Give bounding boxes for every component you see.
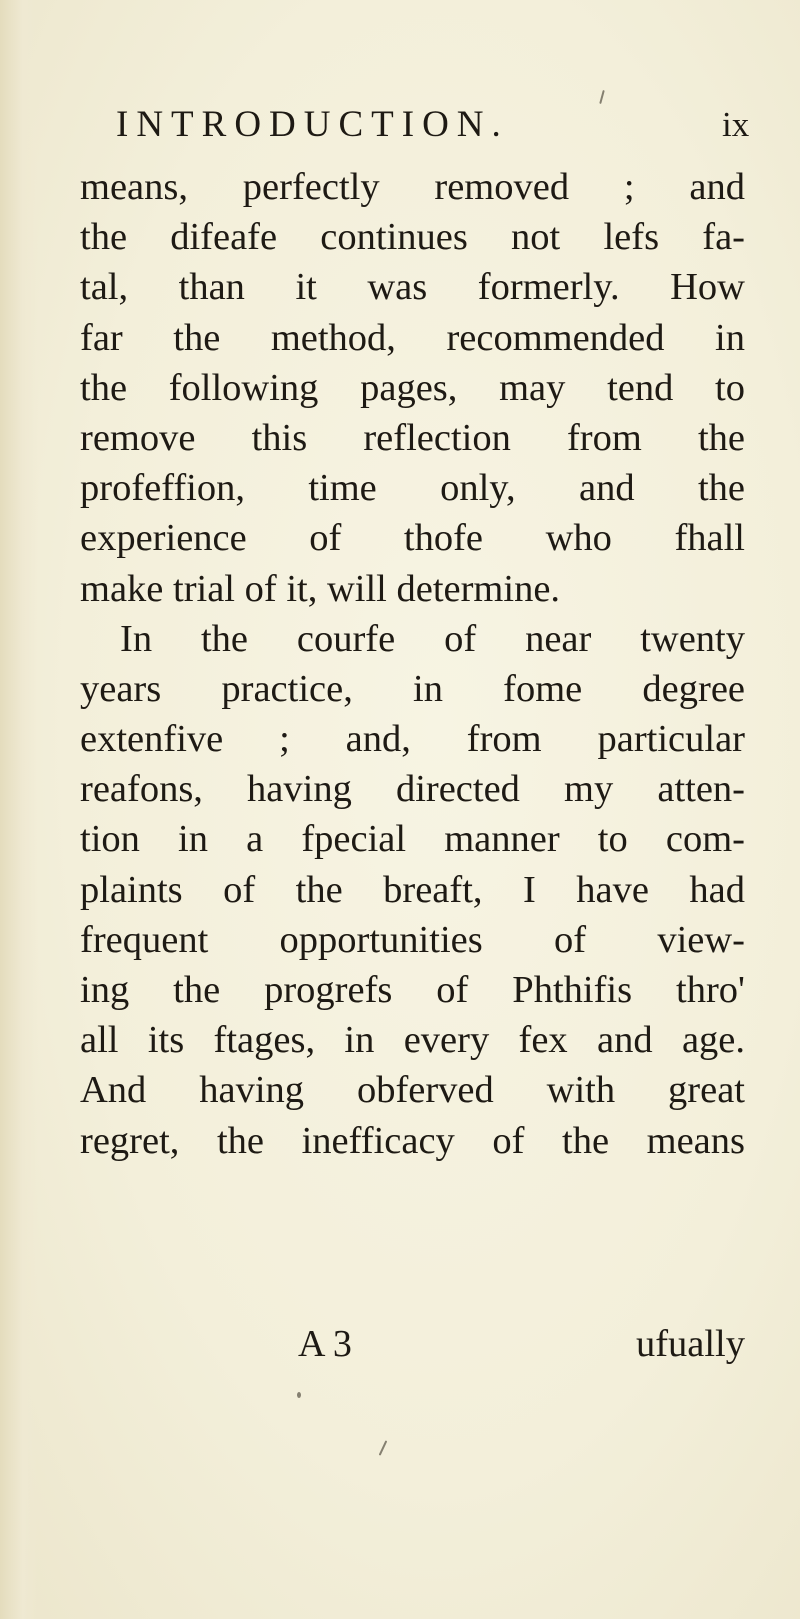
text-line: make trial of it, will determine. [80,567,561,610]
text-line: the following pages, may tend to [80,366,745,409]
paragraph-start-line: In the courfe of near twenty [120,617,745,660]
text-line: tion in a fpecial manner to com- [80,818,745,861]
text-line: far the method, recommended in [80,316,745,359]
text-line: regret, the inefficacy of the means [80,1119,745,1162]
running-head [0,95,800,155]
signature-mark: A 3 [298,1323,352,1365]
text-line: all its ftages, in every fex and age. [80,1019,745,1062]
page-number: ix [722,105,750,144]
page-footer [80,1318,745,1370]
text-line: means, perfectly removed ; and [80,166,745,208]
text-line: the difeafe continues not lefs fa- [80,216,745,259]
text-line: experience of thofe who fhall [80,517,745,560]
body-text [80,162,745,1166]
text-line: And having obferved with great [80,1069,745,1112]
page-gutter-shade [0,0,38,1619]
running-head-title: INTRODUCTION. [116,104,509,145]
text-line: profeffion, time only, and the [80,467,745,510]
text-line: plaints of the breaft, I have had [80,868,745,911]
text-line: reafons, having directed my atten- [80,768,745,811]
text-line: ing the progrefs of Phthifis thro' [80,969,745,1011]
text-line: remove this reflection from the [80,416,745,459]
text-line: extenfive ; and, from particular [80,718,745,761]
catchword: ufually [635,1323,745,1365]
ink-speck [379,1440,388,1455]
text-line: tal, than it was formerly. How [80,266,745,309]
text-line: frequent opportunities of view- [80,918,745,961]
ink-speck [297,1392,301,1398]
text-line: years practice, in fome degree [80,667,745,710]
